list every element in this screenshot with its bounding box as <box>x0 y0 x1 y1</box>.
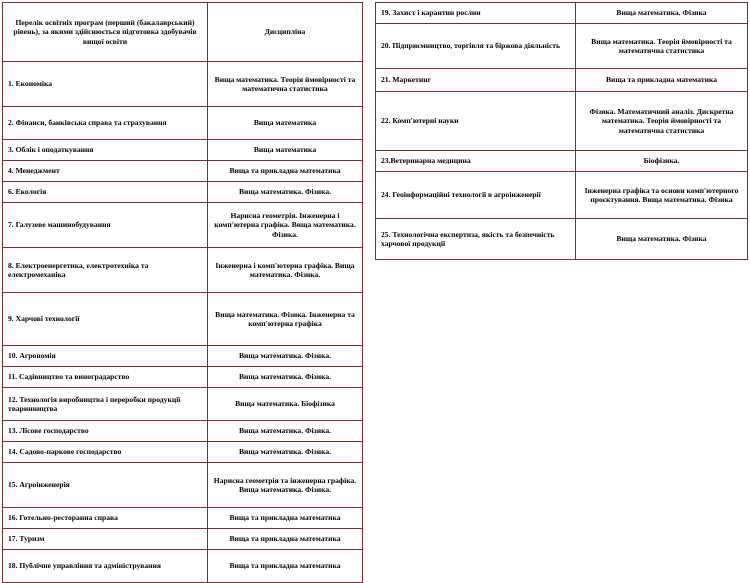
table-row <box>3 508 363 529</box>
table-row <box>376 92 748 151</box>
discipline-cell: Вища математика. Фізика. <box>208 421 363 442</box>
table-row <box>3 463 363 508</box>
discipline-cell: Вища математика. Фізика. <box>208 367 363 388</box>
discipline-cell: Вища та прикладна математика <box>576 69 748 92</box>
discipline-cell: Вища математика. Фізика. <box>208 346 363 367</box>
program-cell: 16. Готельно-ресторанна справа <box>3 508 208 529</box>
program-cell: 3. Облік і оподаткування <box>3 140 208 161</box>
table-row <box>376 219 748 260</box>
program-cell: 20. Підприємництво, торгівля та біржова діяльність <box>376 24 576 69</box>
discipline-cell: Біофізика. <box>576 151 748 172</box>
discipline-cell: Вища та прикладна математика <box>208 508 363 529</box>
table-row <box>3 442 363 463</box>
discipline-cell: Вища математика. Теорія ймовірності та математична статистика <box>208 62 363 107</box>
discipline-cell: Інженерна графіка та основи комп'ютерного проєктування. Вища математика. Фізика <box>576 172 748 219</box>
program-cell: 2. Фінанси, банківська справа та страхування <box>3 107 208 140</box>
table-row <box>3 62 363 107</box>
discipline-cell: Вища математика. Фізика <box>576 3 748 24</box>
program-cell: 23.Ветеринарна медицина <box>376 151 576 172</box>
program-cell: 1. Економіка <box>3 62 208 107</box>
program-cell: 4. Менеджмент <box>3 161 208 182</box>
table-row <box>376 3 748 24</box>
table-header-row <box>3 3 363 62</box>
table-row <box>3 367 363 388</box>
table-row <box>376 24 748 69</box>
table-row <box>3 346 363 367</box>
table-row <box>3 161 363 182</box>
discipline-cell: Вища математика. Фізика. <box>208 442 363 463</box>
table-row <box>3 140 363 161</box>
program-cell: 7. Галузеве машинобудування <box>3 203 208 248</box>
discipline-cell: Нарисна геометрія та інженерна графіка. Вища математика. Фізика. <box>208 463 363 508</box>
table-row <box>3 421 363 442</box>
table-row <box>3 107 363 140</box>
programs-table-left <box>2 2 363 583</box>
discipline-cell: Вища та прикладна математика <box>208 161 363 182</box>
table-row <box>3 248 363 293</box>
program-cell: 21. Маркетинг <box>376 69 576 92</box>
table-row <box>376 151 748 172</box>
discipline-cell: Вища та прикладна математика <box>208 529 363 550</box>
table-row <box>3 529 363 550</box>
table-row <box>3 293 363 346</box>
program-cell: 11. Садівництво та виноградарство <box>3 367 208 388</box>
table-row <box>3 182 363 203</box>
discipline-cell: Фізика. Математичний аналіз. Дискретна математика. Теорія ймовірності та математична статистика <box>576 92 748 151</box>
program-cell: 13. Лісове господарство <box>3 421 208 442</box>
program-cell: 18. Публічне управління та адміністрування <box>3 550 208 583</box>
table-row <box>3 388 363 421</box>
discipline-cell: Вища математика. Біофізика <box>208 388 363 421</box>
table-row <box>3 203 363 248</box>
table-row <box>3 550 363 583</box>
program-cell: 24. Геоінформаційні технології в агроінженерії <box>376 172 576 219</box>
table-row <box>376 172 748 219</box>
discipline-cell: Вища та прикладна математика <box>208 550 363 583</box>
header-programs: Перелік освітніх програм (перший (бакалаврський) рівень), за якими здійснюється підготовка здобувачів вищої освіти <box>3 3 208 62</box>
discipline-cell: Вища математика. Фізика. <box>208 182 363 203</box>
program-cell: 9. Харчові технології <box>3 293 208 346</box>
discipline-cell: Інженерна і комп'ютерна графіка. Вища математика. Фізика. <box>208 248 363 293</box>
program-cell: 25. Технологічна експертиза, якість та безпечність харчової продукції <box>376 219 576 260</box>
discipline-cell: Вища математика. Теорія ймовірності та математична статистика <box>576 24 748 69</box>
table-row <box>376 69 748 92</box>
program-cell: 17. Туризм <box>3 529 208 550</box>
program-cell: 8. Електроенергетика, електротехніка та електромеханіка <box>3 248 208 293</box>
discipline-cell: Нарисна геометрія. Інженерна і комп'ютерна графіка. Вища математика. Фізика. <box>208 203 363 248</box>
header-discipline: Дисципліна <box>208 3 363 62</box>
programs-table-right <box>375 2 748 260</box>
program-cell: 6. Екологія <box>3 182 208 203</box>
program-cell: 22. Комп'ютерні науки <box>376 92 576 151</box>
program-cell: 19. Захист і карантин рослин <box>376 3 576 24</box>
program-cell: 14. Садово-паркове господарство <box>3 442 208 463</box>
program-cell: 15. Агроінженерія <box>3 463 208 508</box>
discipline-cell: Вища математика. Фізика. Інженерна та комп'ютерна графіка <box>208 293 363 346</box>
discipline-cell: Вища математика. Фізика <box>576 219 748 260</box>
program-cell: 12. Технологія виробництва і переробки продукції тваринництва <box>3 388 208 421</box>
discipline-cell: Вища математика <box>208 107 363 140</box>
discipline-cell: Вища математика <box>208 140 363 161</box>
program-cell: 10. Агрономія <box>3 346 208 367</box>
